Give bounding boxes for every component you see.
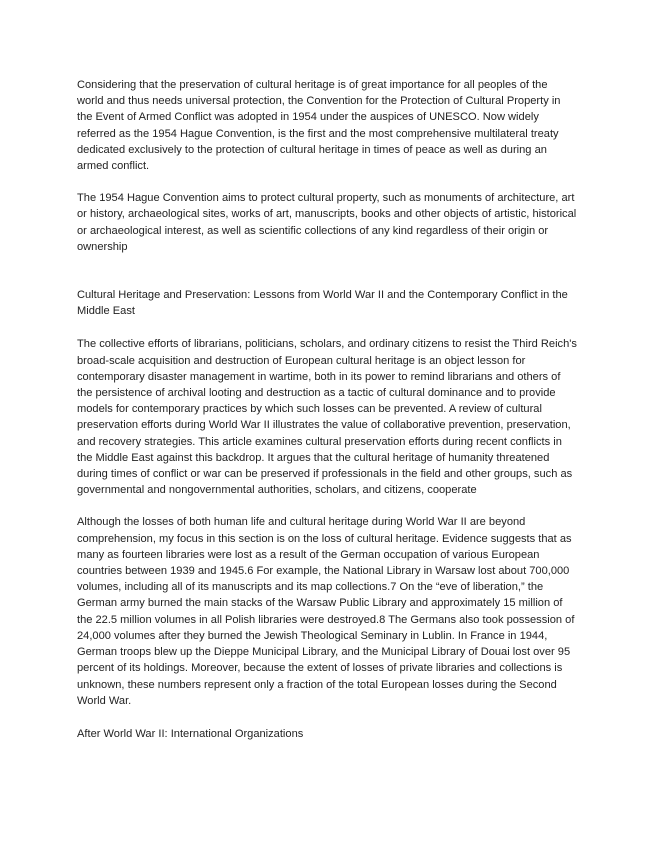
paragraph-hague-intro: Considering that the preservation of cultural heritage is of great importance for all peoples of the world and thus needs universal protection, the Convention for the Protection of Cultural Property in the Event of Armed Conflict was adopted in 1954 under the auspices of UNESCO. Now widely referred as the 1954 Hague Convention, is the first and the most comprehensive multilateral treaty dedicated exclusively to the protection of cultural heritage in times of peace as well as during an armed conflict. xyxy=(77,79,561,173)
paragraph-wwii-losses: Although the losses of both human life and cultural heritage during World War II are beyond comprehension, my focus in this section is on the loss of cultural heritage. Evidence suggests that as many as fourteen libraries were lost as a result of the German occupation of various European countries between 1939 and 1945.6 For example, the National Library in Warsaw lost about 700,000 volumes, including all of its manuscripts and its map collections.7 On the “eve of liberation,” the German army burned the main stacks of the Warsaw Public Library and approximately 15 million of the 22.5 million volumes in all Polish libraries were destroyed.8 The Germans also took possession of 24,000 volumes after they burned the Jewish Theological Seminary in Lublin. In France in 1944, German troops blew up the Dieppe Municipal Library, and the Municipal Library of Douai lost over 95 percent of its holdings. Moreover, because the extent of losses of private libraries and collections is unknown, these numbers represent only a fraction of the total European losses during the Second World War. xyxy=(77,516,575,707)
paragraph-hague-aims: The 1954 Hague Convention aims to protect cultural property, such as monuments of architecture, art or history, archaeological sites, works of art, manuscripts, books and other objects of artistic, historical or archaeological interest, as well as scientific collections of any kind regardless of their origin or ownership xyxy=(77,192,577,253)
section-heading-cultural-heritage: Cultural Heritage and Preservation: Lessons from World War II and the Contemporary Conflict in the Middle East xyxy=(77,289,568,318)
paragraph-abstract: The collective efforts of librarians, politicians, scholars, and ordinary citizens to resist the Third Reich's broad-scale acquisition and destruction of European cultural heritage is an object lesson for contemporary disaster management in wartime, both in its power to remind librarians and others of the persistence of archival looting and destruction as a tactic of cultural dominance and to provide models for contemporary practices by which such losses can be prevented. A review of cultural preservation efforts during World War II illustrates the value of collaborative prevention, preservation, and recovery strategies. This article examines cultural preservation efforts during recent conflicts in the Middle East against this backdrop. It argues that the cultural heritage of humanity threatened during times of conflict or war can be preserved if professionals in the field and other groups, such as governmental and nongovernmental authorities, scholars, and citizens, cooperate xyxy=(77,338,577,497)
document-page xyxy=(77,77,577,742)
section-heading-after-wwii: After World War II: International Organizations xyxy=(77,727,304,740)
